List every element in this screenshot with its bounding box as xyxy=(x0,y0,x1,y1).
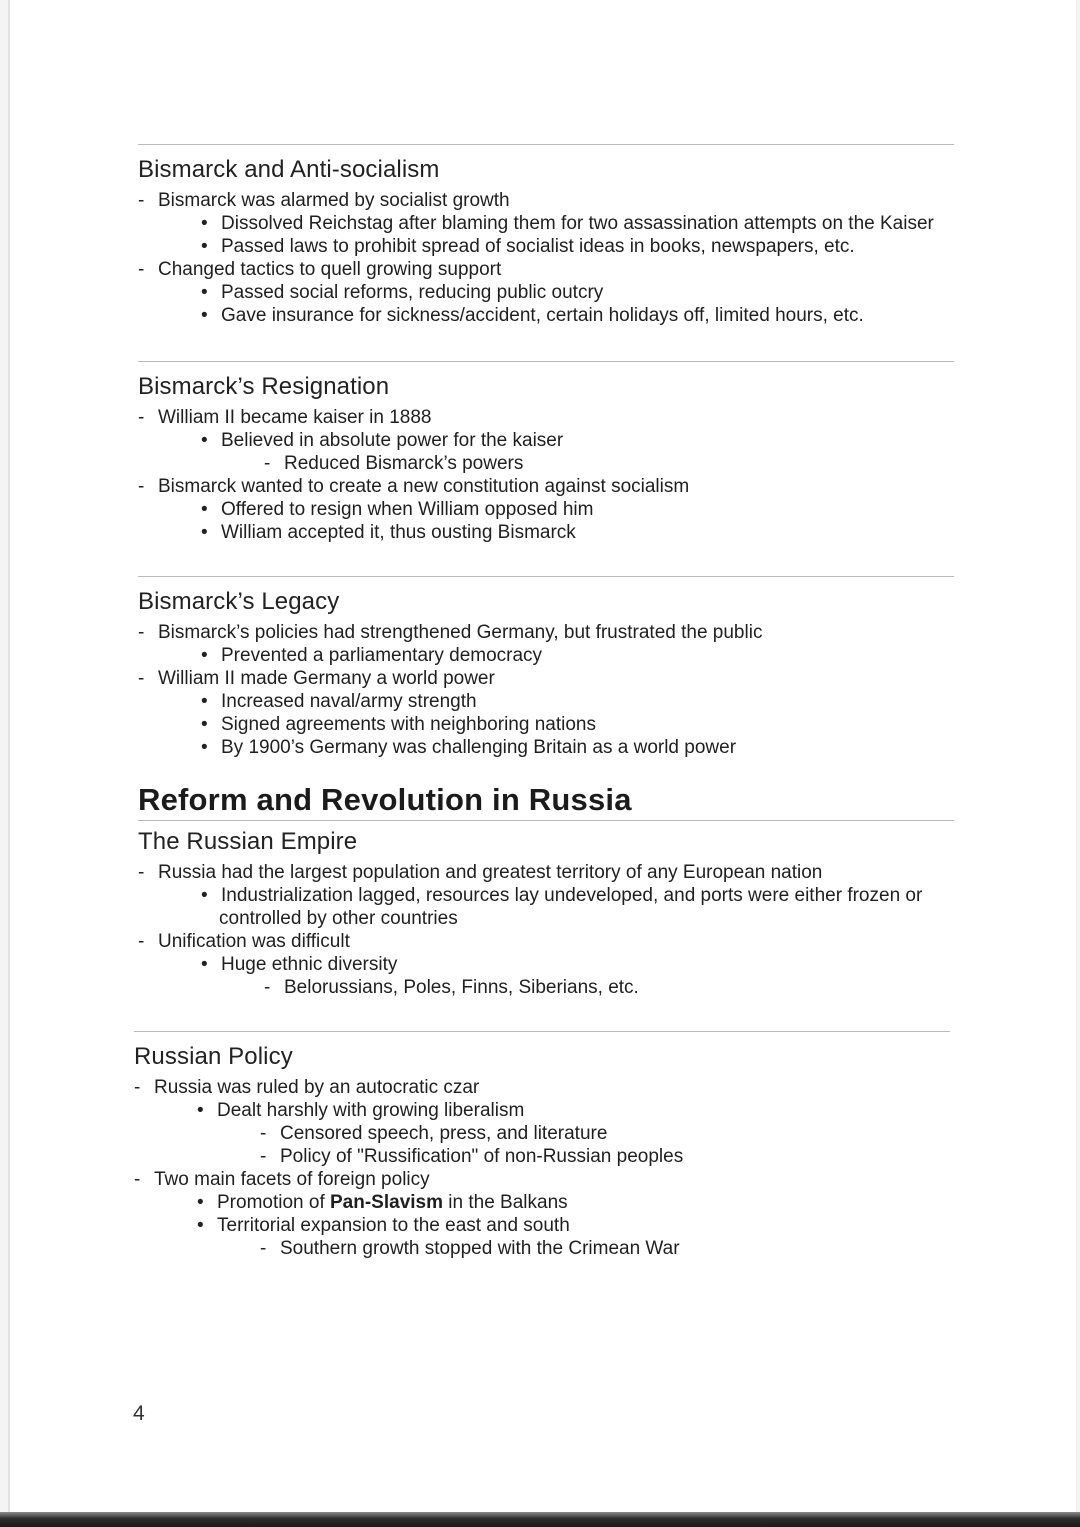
section-heading: Bismarck and Anti-socialism xyxy=(138,156,440,183)
dash-marker: - xyxy=(138,476,145,497)
bullet-marker: • xyxy=(201,954,208,975)
scan-bottom-edge xyxy=(0,1512,1080,1527)
list-item: • Gave insurance for sickness/accident, certain holidays off, limited hours, etc. xyxy=(201,305,864,326)
section-russian-policy xyxy=(134,1031,950,1260)
list-item: • Increased naval/army strength xyxy=(201,691,477,712)
list-item: - Censored speech, press, and literature xyxy=(260,1123,608,1144)
bullet-marker: • xyxy=(201,282,208,303)
list-item: - Southern growth stopped with the Crimean War xyxy=(260,1238,680,1259)
section-russian-empire xyxy=(138,782,954,999)
list-item: - Russia had the largest population and greatest territory of any European nation xyxy=(138,862,823,883)
page-number: 4 xyxy=(133,1402,145,1425)
list-item: - Belorussians, Poles, Finns, Siberians, etc. xyxy=(264,977,639,998)
list-item: - Unification was difficult xyxy=(138,931,350,952)
chapter-title: Reform and Revolution in Russia xyxy=(138,782,632,817)
section-divider xyxy=(138,576,954,577)
list-item: • Passed laws to prohibit spread of socialist ideas in books, newspapers, etc. xyxy=(201,236,855,257)
dash-marker: - xyxy=(138,862,145,883)
list-item: - Bismarck wanted to create a new constitution against socialism xyxy=(138,476,690,497)
dash-marker: - xyxy=(264,977,271,998)
list-item: - Russia was ruled by an autocratic czar xyxy=(134,1077,480,1098)
dash-marker: - xyxy=(134,1169,141,1190)
list-item: • William accepted it, thus ousting Bismarck xyxy=(201,522,576,543)
list-item: • Promotion of Pan-Slavism in the Balkans xyxy=(197,1192,568,1213)
bullet-marker: • xyxy=(197,1192,204,1213)
dash-marker: - xyxy=(138,622,145,643)
dash-marker: - xyxy=(264,453,271,474)
list-item: - William II became kaiser in 1888 xyxy=(138,407,432,428)
list-item: • Territorial expansion to the east and south xyxy=(197,1215,570,1236)
list-item: • Signed agreements with neighboring nations xyxy=(201,714,596,735)
section-heading: Bismarck’s Legacy xyxy=(138,588,340,615)
section-heading: Bismarck’s Resignation xyxy=(138,373,390,400)
bullet-marker: • xyxy=(201,645,208,666)
dash-marker: - xyxy=(138,931,145,952)
section-legacy xyxy=(138,576,954,759)
bullet-marker: • xyxy=(197,1215,204,1236)
title-divider xyxy=(138,820,954,821)
list-item: - Two main facets of foreign policy xyxy=(134,1169,430,1190)
dash-marker: - xyxy=(138,668,145,689)
list-item: • Dissolved Reichstag after blaming them for two assassination attempts on the Kaiser xyxy=(201,213,934,234)
section-resignation xyxy=(138,361,954,544)
list-item: - Bismarck was alarmed by socialist growth xyxy=(138,190,510,211)
list-item: • Dealt harshly with growing liberalism xyxy=(197,1100,525,1121)
dash-marker: - xyxy=(260,1238,267,1259)
section-heading: The Russian Empire xyxy=(138,828,358,855)
list-item: - Bismarck’s policies had strengthened Germany, but frustrated the public xyxy=(138,622,763,643)
section-divider xyxy=(138,144,954,145)
dash-marker: - xyxy=(138,259,145,280)
list-item: • Huge ethnic diversity xyxy=(201,954,398,975)
bullet-marker: • xyxy=(201,691,208,712)
section-divider xyxy=(138,361,954,362)
list-item-continuation: controlled by other countries xyxy=(219,908,458,929)
bullet-marker: • xyxy=(201,305,208,326)
bullet-marker: • xyxy=(201,885,208,906)
dash-marker: - xyxy=(138,190,145,211)
list-item: - Changed tactics to quell growing support xyxy=(138,259,502,280)
bullet-marker: • xyxy=(201,430,208,451)
bullet-marker: • xyxy=(201,499,208,520)
dash-marker: - xyxy=(134,1077,141,1098)
list-item: • Believed in absolute power for the kaiser xyxy=(201,430,564,451)
list-item: - William II made Germany a world power xyxy=(138,668,495,689)
list-item: - Reduced Bismarck’s powers xyxy=(264,453,524,474)
bullet-marker: • xyxy=(197,1100,204,1121)
list-item: - Policy of "Russification" of non-Russian peoples xyxy=(260,1146,684,1167)
list-item: • By 1900’s Germany was challenging Britain as a world power xyxy=(201,737,737,758)
bullet-marker: • xyxy=(201,714,208,735)
section-divider xyxy=(134,1031,950,1032)
dash-marker: - xyxy=(138,407,145,428)
section-heading: Russian Policy xyxy=(134,1043,293,1070)
bullet-marker: • xyxy=(201,236,208,257)
bullet-marker: • xyxy=(201,213,208,234)
section-anti-socialism xyxy=(138,144,954,327)
bullet-marker: • xyxy=(201,737,208,758)
dash-marker: - xyxy=(260,1123,267,1144)
list-item: • Prevented a parliamentary democracy xyxy=(201,645,543,666)
list-item: • Offered to resign when William opposed him xyxy=(201,499,594,520)
dash-marker: - xyxy=(260,1146,267,1167)
key-term: Pan-Slavism xyxy=(330,1192,443,1213)
list-item: • Industrialization lagged, resources lay undeveloped, and ports were either frozen or xyxy=(201,885,923,906)
list-item: • Passed social reforms, reducing public outcry xyxy=(201,282,604,303)
bullet-marker: • xyxy=(201,522,208,543)
